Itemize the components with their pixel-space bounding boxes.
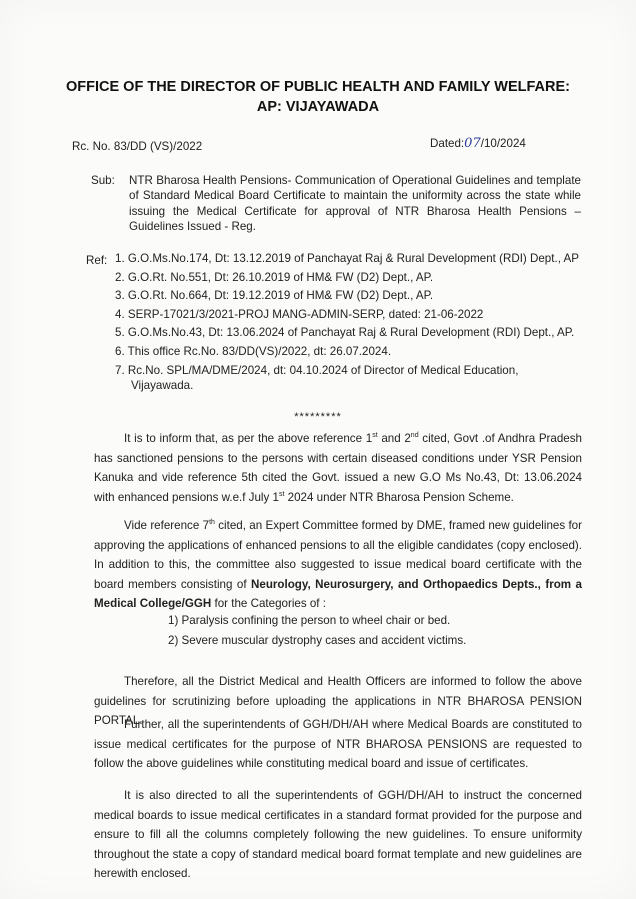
- reference-item: 2. G.O.Rt. No.551, Dt: 26.10.2019 of HM& FW (D2) Dept., AP.: [115, 270, 434, 284]
- office-title-line1: OFFICE OF THE DIRECTOR OF PUBLIC HEALTH AND FAMILY WELFARE:: [65, 79, 570, 95]
- paragraph-dmho-instruction: Therefore, all the District Medical and Health Officers are informed to follow the above guidelines for scrutinizing before uploading the applications in NTR BHAROSA PENSION PORTAL.: [94, 675, 582, 728]
- category-list: [168, 611, 498, 651]
- reference-item: 1. G.O.Ms.No.174, Dt: 13.12.2019 of Panchayat Raj & Rural Development (RDI) Dept., AP: [115, 252, 579, 265]
- dated-month-year: /10/2024: [480, 137, 526, 150]
- reference-item: 6. This office Rc.No. 83/DD(VS)/2022, dt: 26.07.2024.: [115, 344, 392, 358]
- separator-stars: *********: [294, 411, 342, 423]
- paragraph-expert-committee: Vide reference 7th cited, an Expert Committee formed by DME, framed new guidelines for approving the applications of enhanced pensions to all the eligible candidates (copy enclosed). In addition to this, the committee also suggested to issue medical board certificate with the board members consisting of Neurology, Neurosurgery, and Orthopaedics Depts., from a Medical College/GGH for the Categories of :: [94, 519, 582, 611]
- reference-item: 4. SERP-17021/3/2021-PROJ MANG-ADMIN-SERP, dated: 21-06-2022: [115, 307, 484, 321]
- reference-item: 5. G.O.Ms.No.43, Dt: 13.06.2024 of Panchayat Raj & Rural Development (RDI) Dept., AP.: [115, 326, 575, 340]
- paragraph-standard-format: It is also directed to all the superintendents of GGH/DH/AH to instruct the concerned medical boards to issue medical certificates in a standard format provided for the purpose and ensure to fill all the columns completely following the new guidelines. To ensure uniformity throughout the state a copy of standard medical board format template and new guidelines are herewith enclosed.: [94, 789, 582, 881]
- dated-field: [430, 136, 526, 151]
- paragraph-superintendents: Further, all the superintendents of GGH/DH/AH where Medical Boards are constituted to issue medical certificates for the purpose of NTR BHAROSA PENSIONS are requested to follow the above guidelines while constituting medical board and issue of certificates.: [94, 718, 582, 771]
- reference-item-continuation: Vijayawada.: [131, 379, 194, 393]
- office-title-line2: AP: VIJAYAWADA: [256, 99, 380, 115]
- rc-number: Rc. No. 83/DD (VS)/2022: [72, 140, 203, 153]
- reference-item: 3. G.O.Rt. No.664, Dt: 19.12.2019 of HM& FW (D2) Dept., AP.: [115, 289, 434, 303]
- category-item: 2) Severe muscular dystrophy cases and accident victims.: [168, 634, 467, 647]
- reference-item: 7. Rc.No. SPL/MA/DME/2024, dt: 04.10.2024 of Director of Medical Education,: [115, 363, 519, 377]
- paragraph-intro: It is to inform that, as per the above reference 1st and 2nd cited, Govt .of Andhra Pradesh has sanctioned pensions to the persons with certain diseased conditions under YSR Pension Kanuka and vide reference 5th cited the Govt. issued a new G.O Ms No.43, Dt: 13.06.2024 with enhanced pensions w.e.f July 1st 2024 under NTR Bharosa Pension Scheme.: [94, 432, 583, 504]
- dated-label: Dated:: [430, 137, 465, 150]
- dated-day-handwritten: 07: [464, 136, 481, 151]
- subject-label: Sub:: [91, 174, 115, 187]
- category-item: 1) Paralysis confining the person to wheel chair or bed.: [168, 614, 451, 627]
- reference-label: Ref:: [86, 254, 108, 267]
- subject-text: NTR Bharosa Health Pensions- Communication of Operational Guidelines and template of Standard Medical Board Certificate to maintain the uniformity across the state while issuing the Medical Certificate for approval of NTR Bharosa Health Pensions – Guidelines Issued - Reg.: [129, 174, 581, 234]
- reference-list: [115, 251, 585, 397]
